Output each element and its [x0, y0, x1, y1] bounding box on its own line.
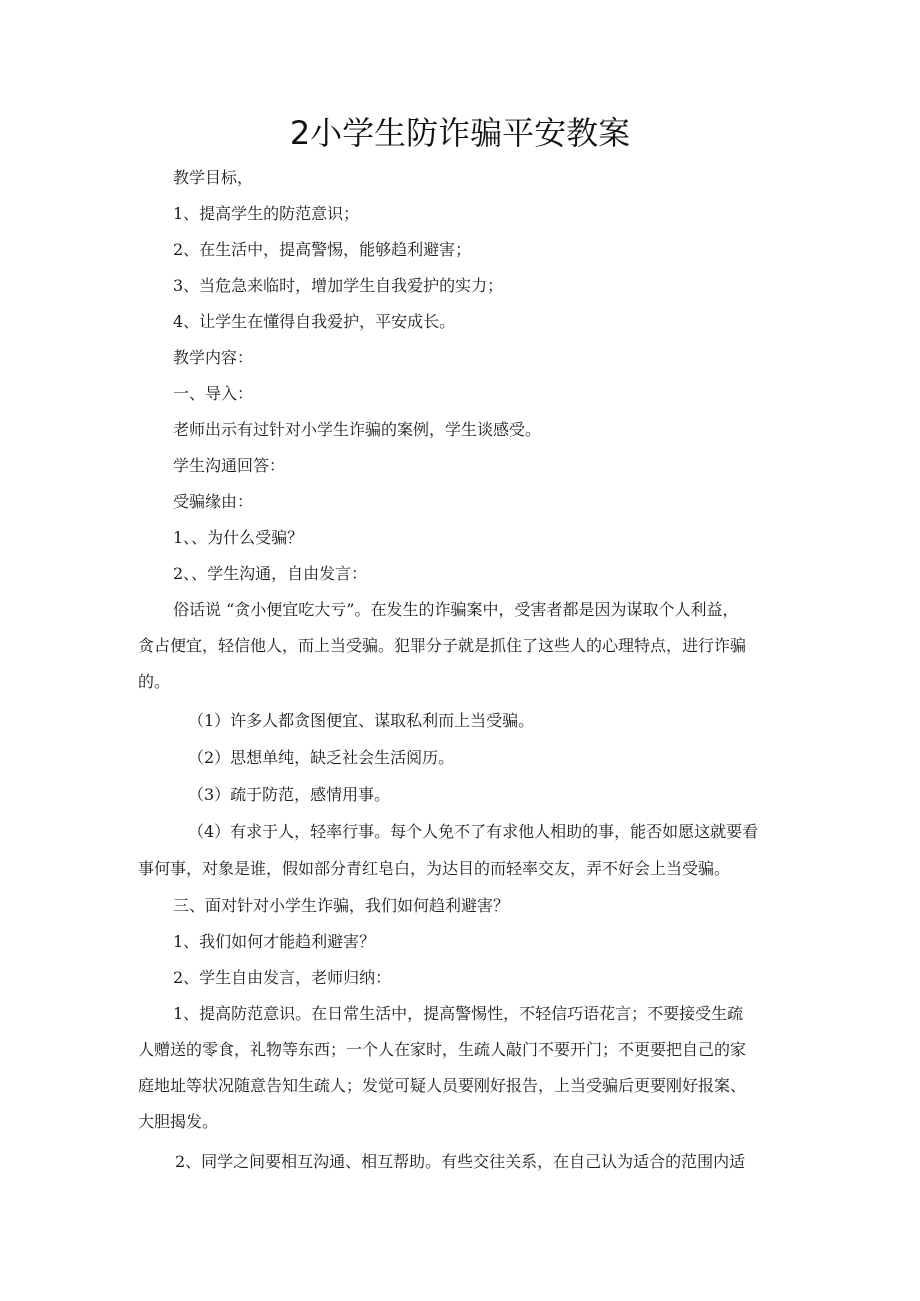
- proverb-line: 的。: [138, 672, 171, 691]
- paragraph: 1、提高学生的防范意识；: [173, 204, 360, 223]
- point-line: 庭地址等状况随意告知生疏人；发觉可疑人员要刚好报告，上当受骗后更要刚好报案、: [138, 1076, 747, 1095]
- section-heading: 三、面对针对小学生诈骗，我们如何趋利避害？: [173, 896, 510, 915]
- reason-item: （4）有求于人，轻率行事。每个人免不了有求他人相助的事，能否如愿这就要看: [188, 822, 759, 841]
- reason-item: （2）思想单纯，缺乏社会生活阅历。: [188, 748, 455, 767]
- paragraph: 一、导入：: [173, 384, 254, 403]
- paragraph: 2、在生活中，提高警惕，能够趋利避害；: [173, 240, 472, 259]
- paragraph: 教学目标，: [173, 168, 254, 187]
- paragraph: 1、、为什么受骗？: [173, 528, 304, 547]
- document-title: 2小学生防诈骗平安教案: [289, 114, 631, 152]
- point-line: 人赠送的零食，礼物等东西；一个人在家时，生疏人敲门不要开门；不更要把自己的家: [138, 1040, 747, 1059]
- point-line: 大胆揭发。: [138, 1112, 219, 1131]
- proverb-line: 俗话说 “贪小便宜吃大亏”。在发生的诈骗案中，受害者都是因为谋取个人利益，: [173, 600, 739, 619]
- paragraph: 4、让学生在懂得自我爱护，平安成长。: [173, 312, 456, 331]
- reason-item: （3）疏于防范，感情用事。: [188, 785, 391, 804]
- paragraph: 老师出示有过针对小学生诈骗的案例，学生谈感受。: [173, 420, 542, 439]
- paragraph: 受骗缘由：: [173, 492, 254, 511]
- point-line: 2、同学之间要相互沟通、相互帮助。有些交往关系，在自己认为适合的范围内适: [175, 1152, 746, 1171]
- point-line: 1、提高防范意识。在日常生活中，提高警惕性，不轻信巧语花言；不要接受生疏: [173, 1004, 744, 1023]
- proverb-line: 贪占便宜，轻信他人，而上当受骗。犯罪分子就是抓住了这些人的心理特点，进行诈骗: [138, 636, 747, 655]
- paragraph: 3、当危急来临时，增加学生自我爱护的实力；: [173, 276, 504, 295]
- paragraph: 教学内容：: [173, 348, 254, 367]
- paragraph: 学生沟通回答：: [173, 456, 286, 475]
- paragraph: 1、我们如何才能趋利避害？: [173, 932, 376, 951]
- paragraph: 2、、学生沟通，自由发言：: [173, 564, 368, 583]
- paragraph: 2、学生自由发言，老师归纳：: [173, 968, 392, 987]
- reason-item: （1）许多人都贪图便宜、谋取私利而上当受骗。: [188, 711, 535, 730]
- reason-item: 事何事，对象是谁，假如部分青红皂白，为达目的而轻率交友，弄不好会上当受骗。: [138, 859, 731, 878]
